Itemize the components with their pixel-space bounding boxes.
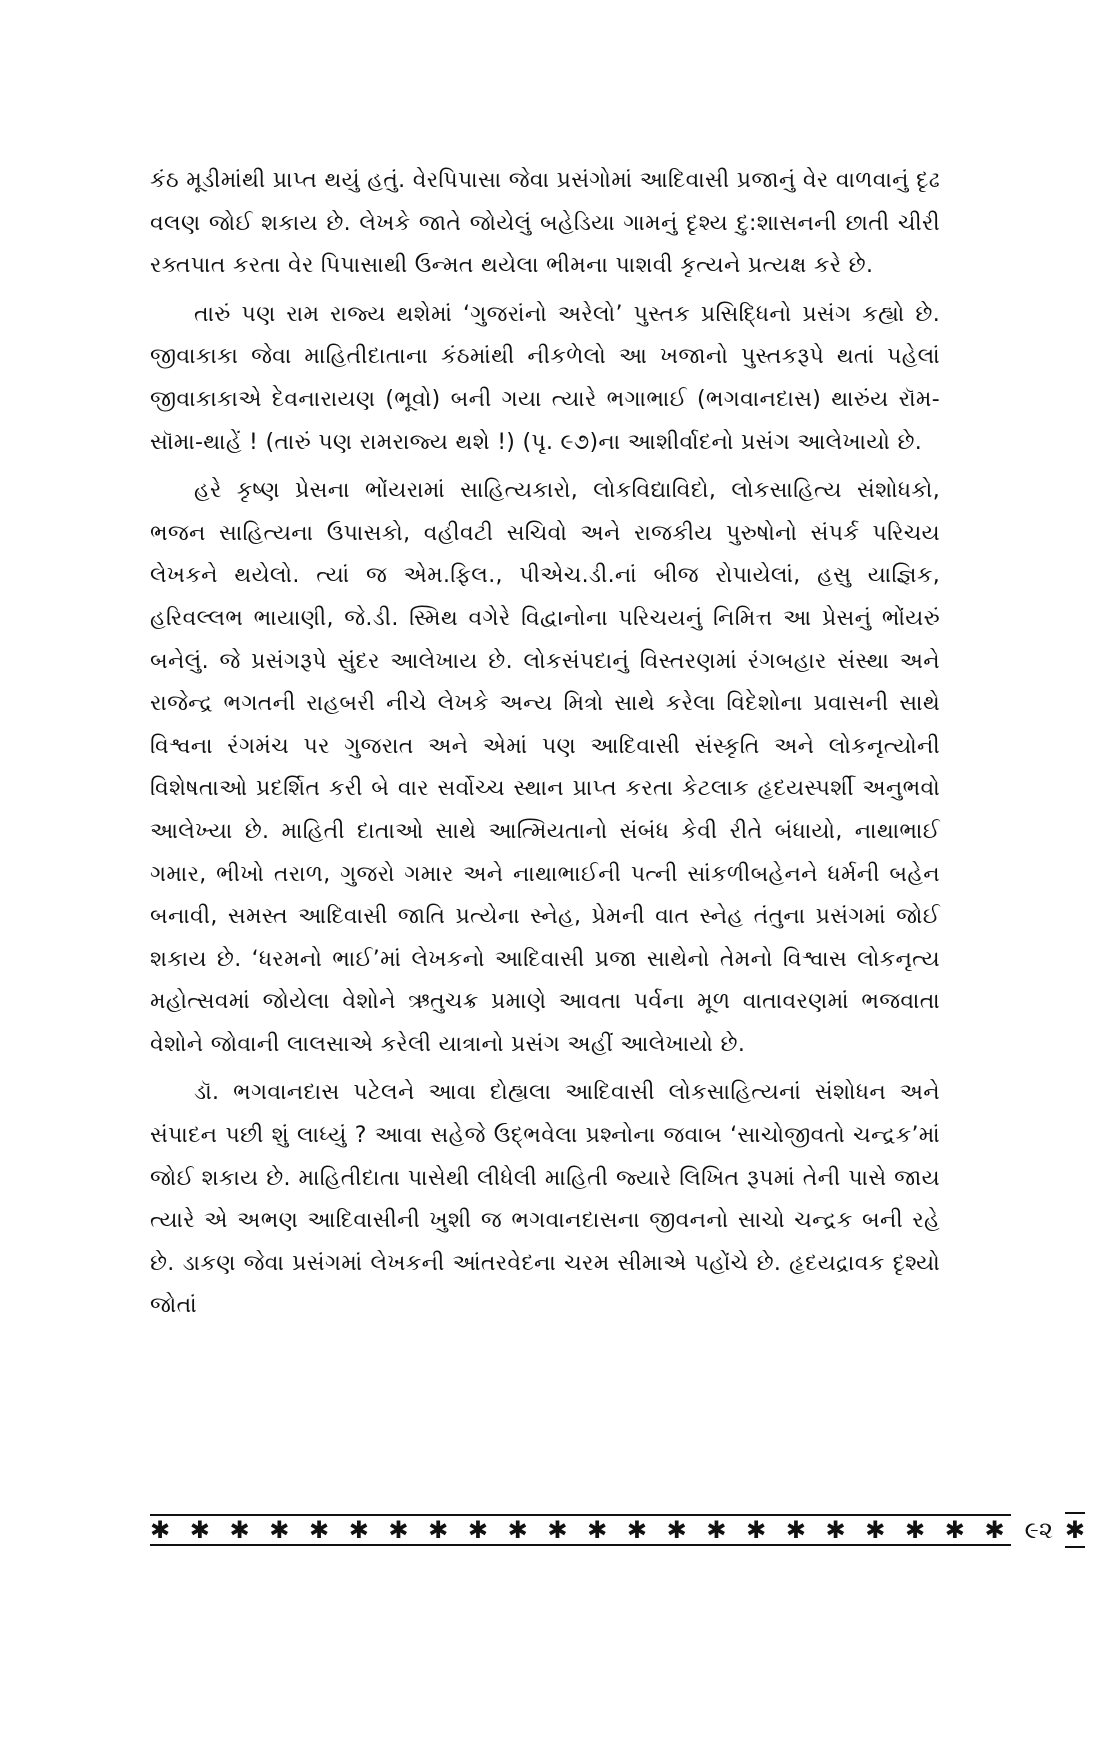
page-number: ૯૨ xyxy=(1024,1516,1053,1544)
end-star-icon: ✱ xyxy=(1065,1512,1085,1548)
paragraph-4: ડૉ. ભગવાનદાસ પટેલને આવા દોહ્યલા આદિવાસી લોકસાહિત્યનાં સંશોધન અને સંપાદન પછી શું લાધ્યું ? આવા સહેજે ઉદ્ભવેલા પ્રશ્નોના જવાબ ‘સાચોજીવતો ચન્દ્રક’માં જોઈ શકાય છે. માહિતીદાતા પાસેથી લીધેલી માહિતી જ્યારે લિખિત રૂપમાં તેની પાસે જાય ત્યારે એ અભણ આદિવાસીની ખુશી જ ભગવાનદાસના જીવનનો સાચો ચન્દ્રક બની રહે છે. ડાકણ જેવા પ્રસંગમાં લેખકની આંતરવેદના ચરમ સીમાએ પહોંચે છે. હૃદયદ્રાવક દૃશ્યો જોતાં xyxy=(150,1080,940,1319)
page-footer xyxy=(150,1510,1086,1550)
footer-rule-bottom xyxy=(150,1544,1011,1546)
body-text xyxy=(150,160,940,1328)
star-ornament-icon: ✱ ✱ ✱ ✱ ✱ ✱ ✱ ✱ ✱ ✱ ✱ ✱ ✱ ✱ ✱ ✱ ✱ ✱ ✱ ✱ ✱ ✱ xyxy=(150,1516,1011,1544)
paragraph-1: કંઠ મૂડીમાંથી પ્રાપ્ત થયું હતું. વેરપિપાસા જેવા પ્રસંગોમાં આદિવાસી પ્રજાનું વેર વાળવાનું દૃઢ વલણ જોઈ શકાય છે. લેખકે જાતે જોયેલું બહેડિયા ગામનું દૃશ્ય દુ:શાસનની છાતી ચીરી રક્તપાત કરતા વેર પિપાસાથી ઉન્મત થયેલા ભીમના પાશવી કૃત્યને પ્રત્યક્ષ કરે છે. xyxy=(150,168,940,279)
footer-ornament xyxy=(150,1510,1011,1550)
paragraph-3: હરે કૃષ્ણ પ્રેસના ભોંયરામાં સાહિત્યકારો, લોકવિદ્યાવિદો, લોકસાહિત્ય સંશોધકો, ભજન સાહિત્યના ઉપાસકો, વહીવટી સચિવો અને રાજકીય પુરુષોનો સંપર્ક પરિચય લેખકને થયેલો. ત્યાં જ એમ.ફિલ., પીએચ.ડી.નાં બીજ રોપાયેલાં, હસુ યાજ્ઞિક, હરિવલ્લભ ભાયાણી, જે.ડી. સ્મિથ વગેરે વિદ્વાનોના પરિચયનું નિમિત્ત આ પ્રેસનું ભોંયરું બનેલું. જે પ્રસંગરૂપે સુંદર આલેખાય છે. લોકસંપદાનું વિસ્તરણમાં રંગબહાર સંસ્થા અને રાજેન્દ્ર ભગતની રાહબરી નીચે લેખકે અન્ય મિત્રો સાથે કરેલા વિદેશોના પ્રવાસની સાથે વિશ્વના રંગમંચ પર ગુજરાત અને એમાં પણ આદિવાસી સંસ્કૃતિ અને લોકનૃત્યોની વિશેષતાઓ પ્રદર્શિત કરી બે વાર સર્વોચ્ચ સ્થાન પ્રાપ્ત કરતા કેટલાક હૃદયસ્પર્શી અનુભવો આલેખ્યા છે. માહિતી દાતાઓ સાથે આત્મિયતાનો સંબંધ કેવી રીતે બંધાયો, નાથાભાઈ ગમાર, ભીખો તરાળ, ગુજરો ગમાર અને નાથાભાઈની પત્ની સાંકળીબહેનને ધર્મની બહેન બનાવી, સમસ્ત આદિવાસી જાતિ પ્રત્યેના સ્નેહ, પ્રેમની વાત સ્નેહ તંતુના પ્રસંગમાં જોઈ શકાય છે. ‘ધરમનો ભાઈ’માં લેખકનો આદિવાસી પ્રજા સાથેનો તેમનો વિશ્વાસ લોકનૃત્ય મહોત્સવમાં જોયેલા વેશોને ઋતુચક્ર પ્રમાણે આવતા પર્વના મૂળ વાતાવરણમાં ભજવાતા વેશોને જોવાની લાલસાએ કરેલી યાત્રાનો પ્રસંગ અહીં આલેખાયો છે. xyxy=(150,478,940,1057)
paragraph-2: તારું પણ રામ રાજ્ય થશેમાં ‘ગુજરાંનો અરેલો’ પુસ્તક પ્રસિદ્ધિનો પ્રસંગ કહ્યો છે. જીવાકાકા જેવા માહિતીદાતાના કંઠમાંથી નીકળેલો આ ખજાનો પુસ્તકરૂપે થતાં પહેલાં જીવાકાકાએ દેવનારાયણ (ભૂવો) બની ગયા ત્યારે ભગાભાઈ (ભગવાનદાસ) થારુંય રૉમ-સૉમા-થાહેં ! (તારું પણ રામરાજ્ય થશે !) (પૃ. ૯૭)ના આશીર્વાદનો પ્રસંગ આલેખાયો છે. xyxy=(150,301,940,455)
